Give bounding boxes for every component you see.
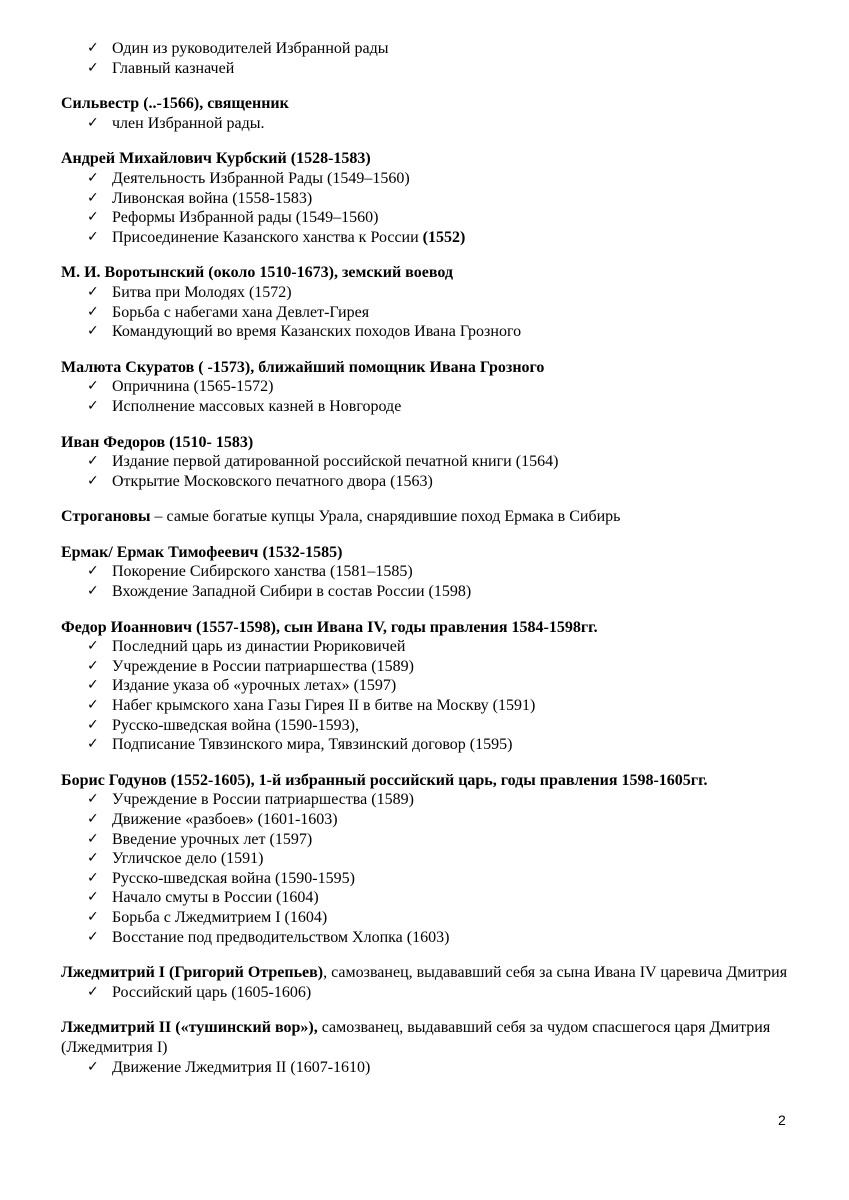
list-item: [61, 1058, 791, 1078]
list-item-text: Присоединение Казанского ханства к России: [112, 228, 423, 246]
heading-text: самозванец, выдававший себя за чудом спасшегося царя Дмитрия (Лжедмитрия I): [61, 1019, 771, 1056]
list-item-text: Деятельность Избранной Рады (1549–1560): [112, 169, 410, 187]
checkmark-icon: ✓: [87, 397, 99, 414]
list-item-text: Российский царь (1605-1606): [112, 983, 312, 1001]
heading-text: Лжедмитрий II («тушинский вор»),: [61, 1019, 318, 1037]
page-number: 2: [778, 1112, 786, 1128]
list-item: [61, 790, 791, 810]
section-heading: [61, 543, 791, 563]
list-item: [61, 228, 791, 248]
checkmark-icon: ✓: [87, 453, 99, 470]
checklist: [61, 790, 791, 947]
checkmark-icon: ✓: [87, 283, 99, 300]
list-item-text: Реформы Избранной рады (1549–1560): [112, 209, 379, 227]
checkmark-icon: ✓: [87, 189, 99, 206]
checkmark-icon: ✓: [87, 830, 99, 847]
list-item-text: Движение «разбоев» (1601-1603): [112, 811, 338, 828]
list-item: [61, 637, 791, 657]
checkmark-icon: ✓: [87, 791, 99, 808]
section-1: [61, 94, 791, 133]
list-item: [61, 452, 791, 472]
list-item: [61, 908, 791, 928]
list-item: [61, 888, 791, 908]
list-item-text: Исполнение массовых казней в Новгороде: [112, 397, 402, 415]
list-item-text: Последний царь из династии Рюриковичей: [112, 638, 406, 656]
list-item-text: Главный казначей: [112, 59, 235, 77]
list-item: [61, 830, 791, 850]
checkmark-icon: ✓: [87, 114, 99, 131]
heading-text: Борис Годунов (1552-1605), 1-й избранный российский царь, годы правления 1598-1605гг.: [61, 771, 708, 789]
section-2: [61, 149, 791, 247]
section-heading: [61, 963, 791, 983]
heading-text: Андрей Михайлович Курбский (1528-1583): [61, 150, 371, 168]
list-item-text: Подписание Тявзинского мира, Тявзинский договор (1595): [112, 736, 513, 754]
list-item: [61, 283, 791, 303]
checkmark-icon: ✓: [87, 908, 99, 925]
list-item-text: Издание указа об «урочных летах» (1597): [112, 677, 397, 695]
list-item-text: Начало смуты в России (1604): [112, 889, 319, 907]
list-item-text: Издание первой датированной российской печатной книги (1564): [112, 453, 559, 471]
section-heading: [61, 149, 791, 169]
list-item-text: Командующий во время Казанских походов Ивана Грозного: [112, 323, 522, 341]
heading-text: Лжедмитрий I (Григорий Отрепьев): [61, 964, 324, 982]
list-item-text: Открытие Московского печатного двора (1563): [112, 472, 433, 490]
list-item: [61, 810, 791, 830]
list-item-text: Покорение Сибирского ханства (1581–1585): [112, 563, 413, 581]
checkmark-icon: ✓: [87, 811, 99, 827]
checkmark-icon: ✓: [87, 303, 99, 320]
checklist: [61, 983, 791, 1003]
checkmark-icon: ✓: [87, 40, 99, 56]
list-item-text: Борьба с Лжедмитрием I (1604): [112, 908, 328, 926]
section-0: [61, 39, 791, 78]
list-item: [61, 928, 791, 948]
section-11: [61, 1018, 791, 1077]
list-item: [61, 189, 791, 209]
section-heading: [61, 263, 791, 283]
list-item: [61, 322, 791, 342]
list-item: [61, 983, 791, 1003]
heading-text: , самозванец, выдававший себя за сына Ивана IV царевича Дмитрия: [323, 964, 788, 982]
checkmark-icon: ✓: [87, 983, 99, 1000]
section-heading: [61, 771, 791, 791]
list-item: [61, 716, 791, 736]
checkmark-icon: ✓: [87, 697, 99, 714]
checklist: [61, 452, 791, 491]
section-6: [61, 507, 791, 527]
checkmark-icon: ✓: [87, 59, 99, 76]
list-item: [61, 735, 791, 755]
list-item-text: Битва при Молодях (1572): [112, 283, 292, 301]
section-heading: [61, 618, 791, 638]
heading-text: Строгановы: [61, 508, 151, 526]
checklist: [61, 1058, 791, 1078]
list-item-text: Русско-шведская война (1590-1595): [112, 869, 355, 887]
list-item-text: Учреждение в России патриаршества (1589): [112, 791, 414, 809]
list-item: [61, 676, 791, 696]
checkmark-icon: ✓: [87, 169, 99, 186]
list-item: [61, 582, 791, 602]
checklist: [61, 637, 791, 755]
list-item-text: Ливонская война (1558-1583): [112, 189, 313, 207]
heading-text: Ермак/ Ермак Тимофеевич (1532-1585): [61, 543, 343, 561]
section-3: [61, 263, 791, 341]
list-item: [61, 657, 791, 677]
section-10: [61, 963, 791, 1002]
section-4: [61, 358, 791, 417]
list-item-text: Набег крымского хана Газы Гирея II в битве на Москву (1591): [112, 697, 536, 715]
list-item: [61, 303, 791, 323]
list-item-text: Русско-шведская война (1590-1593),: [112, 716, 359, 734]
checklist: [61, 283, 791, 342]
list-item-text: Один из руководителей Избранной рады: [112, 40, 389, 57]
document-body: [61, 39, 791, 1093]
list-item: [61, 39, 791, 59]
checklist: [61, 169, 791, 247]
list-item-text: Вхождение Западной Сибири в состав России (1598): [112, 583, 472, 601]
list-item: [61, 562, 791, 582]
section-heading: [61, 94, 791, 114]
heading-text: Сильвестр (..-1566), священник: [61, 95, 289, 113]
checkmark-icon: ✓: [87, 677, 99, 694]
checkmark-icon: ✓: [87, 657, 99, 674]
section-heading: [61, 507, 791, 527]
heading-text: – самые богатые купцы Урала, снарядившие поход Ермака в Сибирь: [150, 508, 621, 526]
list-item-text: Борьба с набегами хана Девлет-Гирея: [112, 303, 370, 321]
checkmark-icon: ✓: [87, 869, 99, 886]
list-item: [61, 114, 791, 134]
list-item: [61, 59, 791, 79]
list-item: [61, 208, 791, 228]
list-item: [61, 472, 791, 492]
checklist: [61, 114, 791, 134]
list-item-text: Угличское дело (1591): [112, 850, 264, 868]
section-heading: [61, 358, 791, 378]
heading-text: Малюта Скуратов ( -1573), ближайший помощник Ивана Грозного: [61, 358, 545, 376]
checkmark-icon: ✓: [87, 378, 99, 395]
checkmark-icon: ✓: [87, 472, 99, 489]
checklist: [61, 562, 791, 601]
list-item: [61, 169, 791, 189]
section-9: [61, 771, 791, 947]
checkmark-icon: ✓: [87, 563, 99, 580]
section-5: [61, 433, 791, 492]
heading-text: Федор Иоаннович (1557-1598), сын Ивана IV, годы правления 1584-1598гг.: [61, 618, 598, 636]
section-7: [61, 543, 791, 602]
checkmark-icon: ✓: [87, 889, 99, 906]
list-item: [61, 397, 791, 417]
checkmark-icon: ✓: [87, 850, 99, 867]
checklist: [61, 39, 791, 78]
heading-text: Иван Федоров (1510- 1583): [61, 433, 254, 451]
list-item: [61, 377, 791, 397]
list-item-text: Восстание под предводительством Хлопка (1603): [112, 928, 450, 946]
section-heading: [61, 1018, 791, 1057]
checkmark-icon: ✓: [87, 736, 99, 753]
checkmark-icon: ✓: [87, 638, 99, 655]
list-item-text: Учреждение в России патриаршества (1589): [112, 657, 414, 675]
checkmark-icon: ✓: [87, 1058, 99, 1075]
list-item-text: Опричнина (1565-1572): [112, 378, 274, 396]
list-item: [61, 869, 791, 889]
list-item-text: член Избранной рады.: [112, 114, 265, 132]
checkmark-icon: ✓: [87, 583, 99, 600]
list-item-text: Движение Лжедмитрия II (1607-1610): [112, 1058, 371, 1076]
checkmark-icon: ✓: [87, 228, 99, 245]
checkmark-icon: ✓: [87, 209, 99, 226]
checklist: [61, 377, 791, 416]
list-item-text: Введение урочных лет (1597): [112, 830, 313, 848]
list-item: [61, 849, 791, 869]
checkmark-icon: ✓: [87, 323, 99, 340]
checkmark-icon: ✓: [87, 716, 99, 733]
list-item-text: (1552): [422, 228, 466, 246]
section-8: [61, 618, 791, 755]
list-item: [61, 696, 791, 716]
heading-text: М. И. Воротынский (около 1510-1673), земский воевод: [61, 264, 453, 282]
checkmark-icon: ✓: [87, 928, 99, 945]
section-heading: [61, 433, 791, 453]
